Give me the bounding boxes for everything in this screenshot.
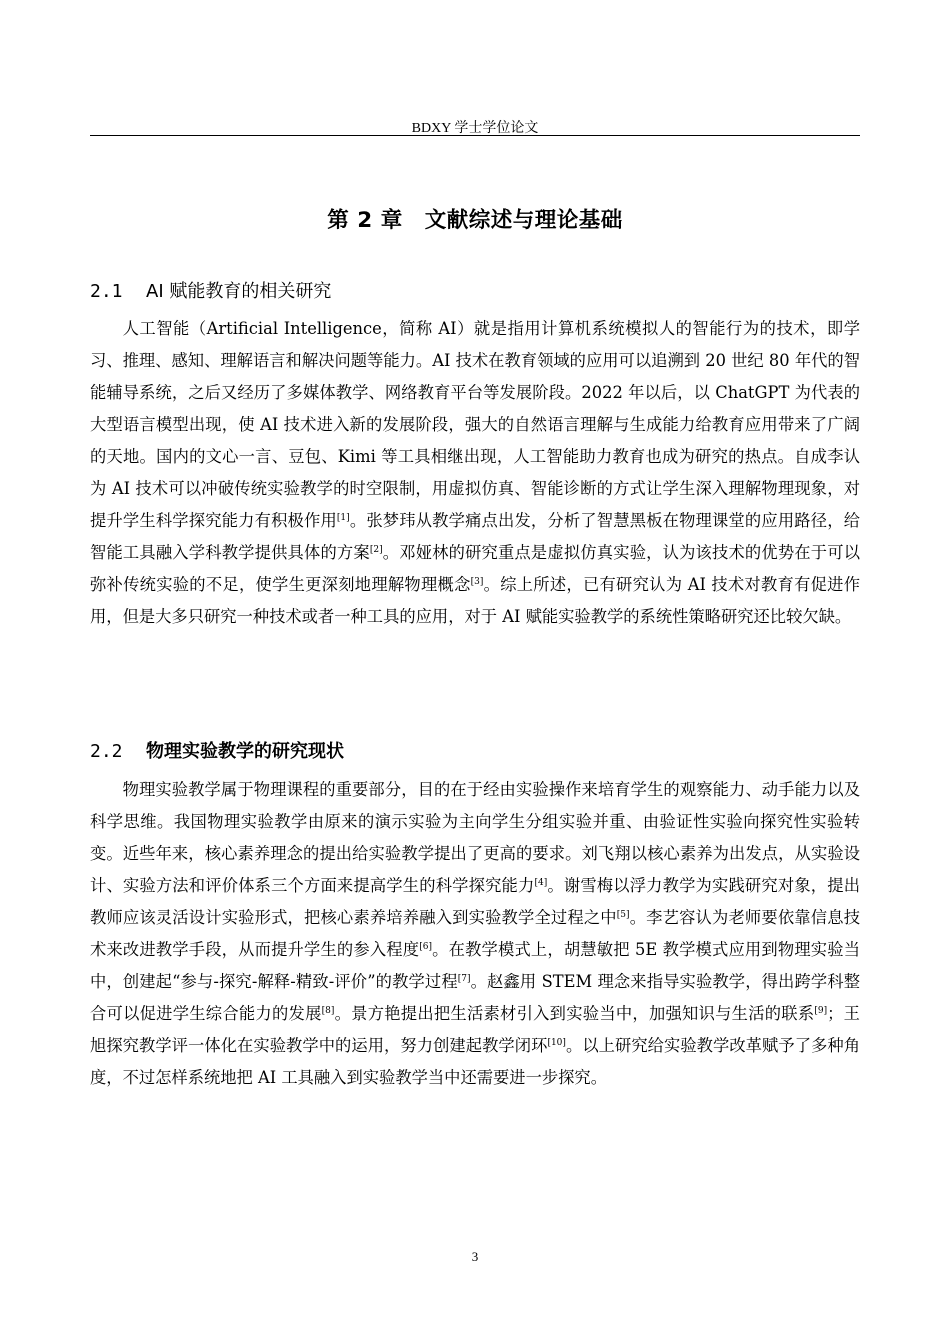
paragraph-text: 。综上所述，已有研究认为 AI 技术对教育有促进作用，但是大多只研究一种技术或者一种工具的应用，对于 AI 赋能实验教学的系统性策略研究还比较欠缺。 — [90, 575, 860, 626]
paragraph-text: 。谢雪梅以浮力教学为实践研究对象，提出教师应该灵活设计实验形式，把核心素养培养融入到实验教学全过程之中 — [90, 876, 860, 927]
citation-4: [4] — [534, 878, 548, 888]
citation-2: [2] — [369, 545, 383, 555]
paragraph-text: 。邓娅林的研究重点是虚拟仿真实验，认为该技术的优势在于可以弥补传统实验的不足，使学生更深刻地理解物理概念 — [90, 543, 860, 594]
citation-6: [6] — [419, 942, 432, 952]
citation-5: [5] — [616, 910, 630, 920]
paragraph-text: 。景方艳提出把生活素材引入到实验当中，加强知识与生活的联系 — [334, 1004, 815, 1023]
citation-9: [9] — [814, 1006, 828, 1016]
citation-7: [7] — [457, 974, 471, 984]
paragraph-text: 。张梦玮从教学痛点出发，分析了智慧黑板在物理课堂的应用路径，给智能工具融入学科教学提供具体的方案 — [90, 511, 860, 562]
section-number: 2.2 — [90, 741, 123, 762]
page-number: 3 — [471, 1249, 479, 1264]
section-title: 物理实验教学的研究现状 — [146, 741, 344, 762]
paragraph-text: 。赵鑫用 STEM 理念来指导实验教学，得出跨学科整合可以促进学生综合能力的发展 — [90, 972, 860, 1023]
citation-10: [10] — [547, 1038, 566, 1048]
chapter-title: 第 2 章 文献综述与理论基础 — [327, 208, 623, 233]
paragraph-text: 。在教学模式上，胡慧敏把 5E 教学模式应用到物理实验当中，创建起“参与-探究-解释-精致-评价”的教学过程 — [90, 940, 860, 991]
citation-1: [1] — [336, 513, 350, 523]
section-title: AI 赋能教育的相关研究 — [146, 281, 332, 302]
paragraph-text: 人工智能（Artificial Intelligence，简称 AI）就是指用计算机系统模拟人的智能行为的技术，即学习、推理、感知、理解语言和解决问题等能力。AI 技术在教育领域的应用可以追溯到 20 世纪 80 年代的智能辅导系统，之后又经历了多媒体教学、网络教育平台等发展阶段。2022 年以后，以 ChatGPT 为代表的大型语言模型出现，使 AI 技术进入新的发展阶段，强大的自然语言理解与生成能力给教育应用带来了广阔的天地。国内的文心一言、豆包、Kimi 等工具相继出现，人工智能助力教育也成为研究的热点。自成李认为 AI 技术可以冲破传统实验教学的时空限制，用虚拟仿真、智能诊断的方式让学生深入理解物理现象，对提升学生科学探究能力有积极作用 — [90, 319, 860, 530]
section-2-2-paragraph — [90, 774, 860, 1094]
header-rule — [90, 135, 860, 136]
section-heading-2-2 — [90, 737, 860, 763]
paragraph-text: 。李艺容认为老师要依靠信息技术来改进教学手段，从而提升学生的参入程度 — [90, 908, 860, 959]
citation-3: [3] — [470, 577, 484, 587]
section-2-1-paragraph — [90, 313, 860, 633]
section-number: 2.1 — [90, 281, 123, 302]
citation-8: [8] — [321, 1006, 335, 1016]
paragraph-text: ；王旭探究教学评一体化在实验教学中的运用，努力创建起教学闭环 — [90, 1004, 860, 1055]
section-heading-2-1 — [90, 277, 860, 303]
running-header: BDXY 学士学位论文 — [411, 121, 539, 136]
paragraph-text: 。以上研究给实验教学改革赋予了多种角度，不过怎样系统地把 AI 工具融入到实验教学当中还需要进一步探究。 — [90, 1036, 860, 1087]
paragraph-text: 物理实验教学属于物理课程的重要部分，目的在于经由实验操作来培育学生的观察能力、动手能力以及科学思维。我国物理实验教学由原来的演示实验为主向学生分组实验并重、由验证性实验向探究性实验转变。近些年来，核心素养理念的提出给实验教学提出了更高的要求。刘飞翔以核心素养为出发点，从实验设计、实验方法和评价体系三个方面来提高学生的科学探究能力 — [90, 780, 860, 895]
